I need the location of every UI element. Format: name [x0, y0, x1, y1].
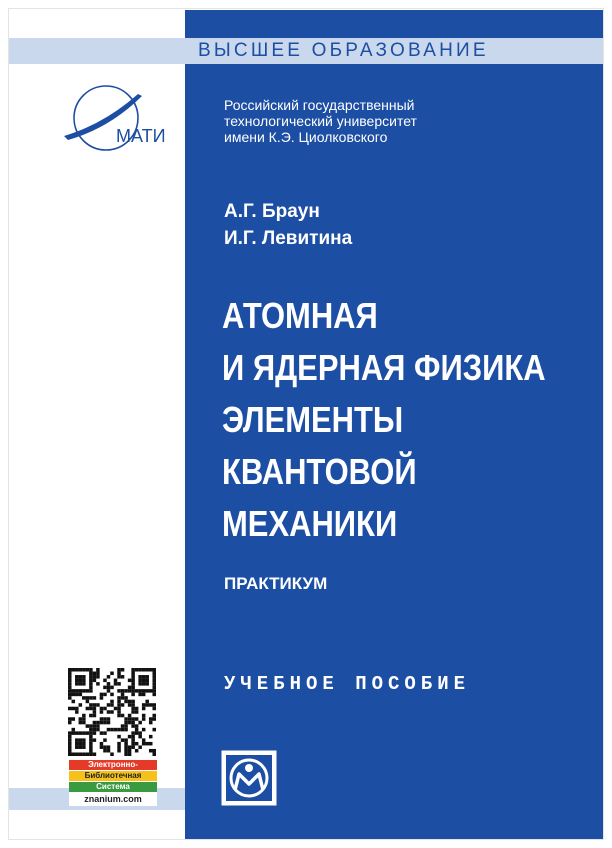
author: А.Г. Браун	[224, 201, 320, 222]
title-line: АТОМНАЯ	[222, 295, 378, 336]
university-line: имени К.Э. Циолковского	[224, 129, 388, 145]
university-name	[224, 97, 594, 145]
publisher-logo-icon	[221, 750, 277, 806]
university-line: Российский государственный	[224, 97, 415, 113]
ebs-line: Библиотечная	[69, 771, 157, 782]
series-label: ВЫСШЕЕ ОБРАЗОВАНИЕ	[198, 40, 489, 61]
subtitle: ПРАКТИКУМ	[224, 574, 328, 593]
author: И.Г. Левитина	[224, 228, 353, 249]
book-type: УЧЕБНОЕ ПОСОБИЕ	[224, 673, 471, 695]
title-line: МЕХАНИКИ	[222, 503, 398, 544]
title-line: И ЯДЕРНАЯ ФИЗИКА	[222, 347, 546, 388]
mati-logo-text: МАТИ	[116, 126, 166, 146]
authors	[224, 198, 352, 252]
university-line: технологический университет	[224, 113, 417, 129]
ebs-line: Система	[69, 782, 157, 793]
ebs-badge	[69, 760, 157, 806]
title-line: КВАНТОВОЙ	[222, 451, 417, 492]
mati-logo-icon	[58, 84, 174, 154]
ebs-site: znanium.com	[84, 794, 142, 804]
qr-code-icon	[68, 668, 156, 756]
ebs-line: Электронно-	[69, 760, 157, 771]
book-title	[222, 290, 549, 550]
title-line: ЭЛЕМЕНТЫ	[222, 399, 404, 440]
